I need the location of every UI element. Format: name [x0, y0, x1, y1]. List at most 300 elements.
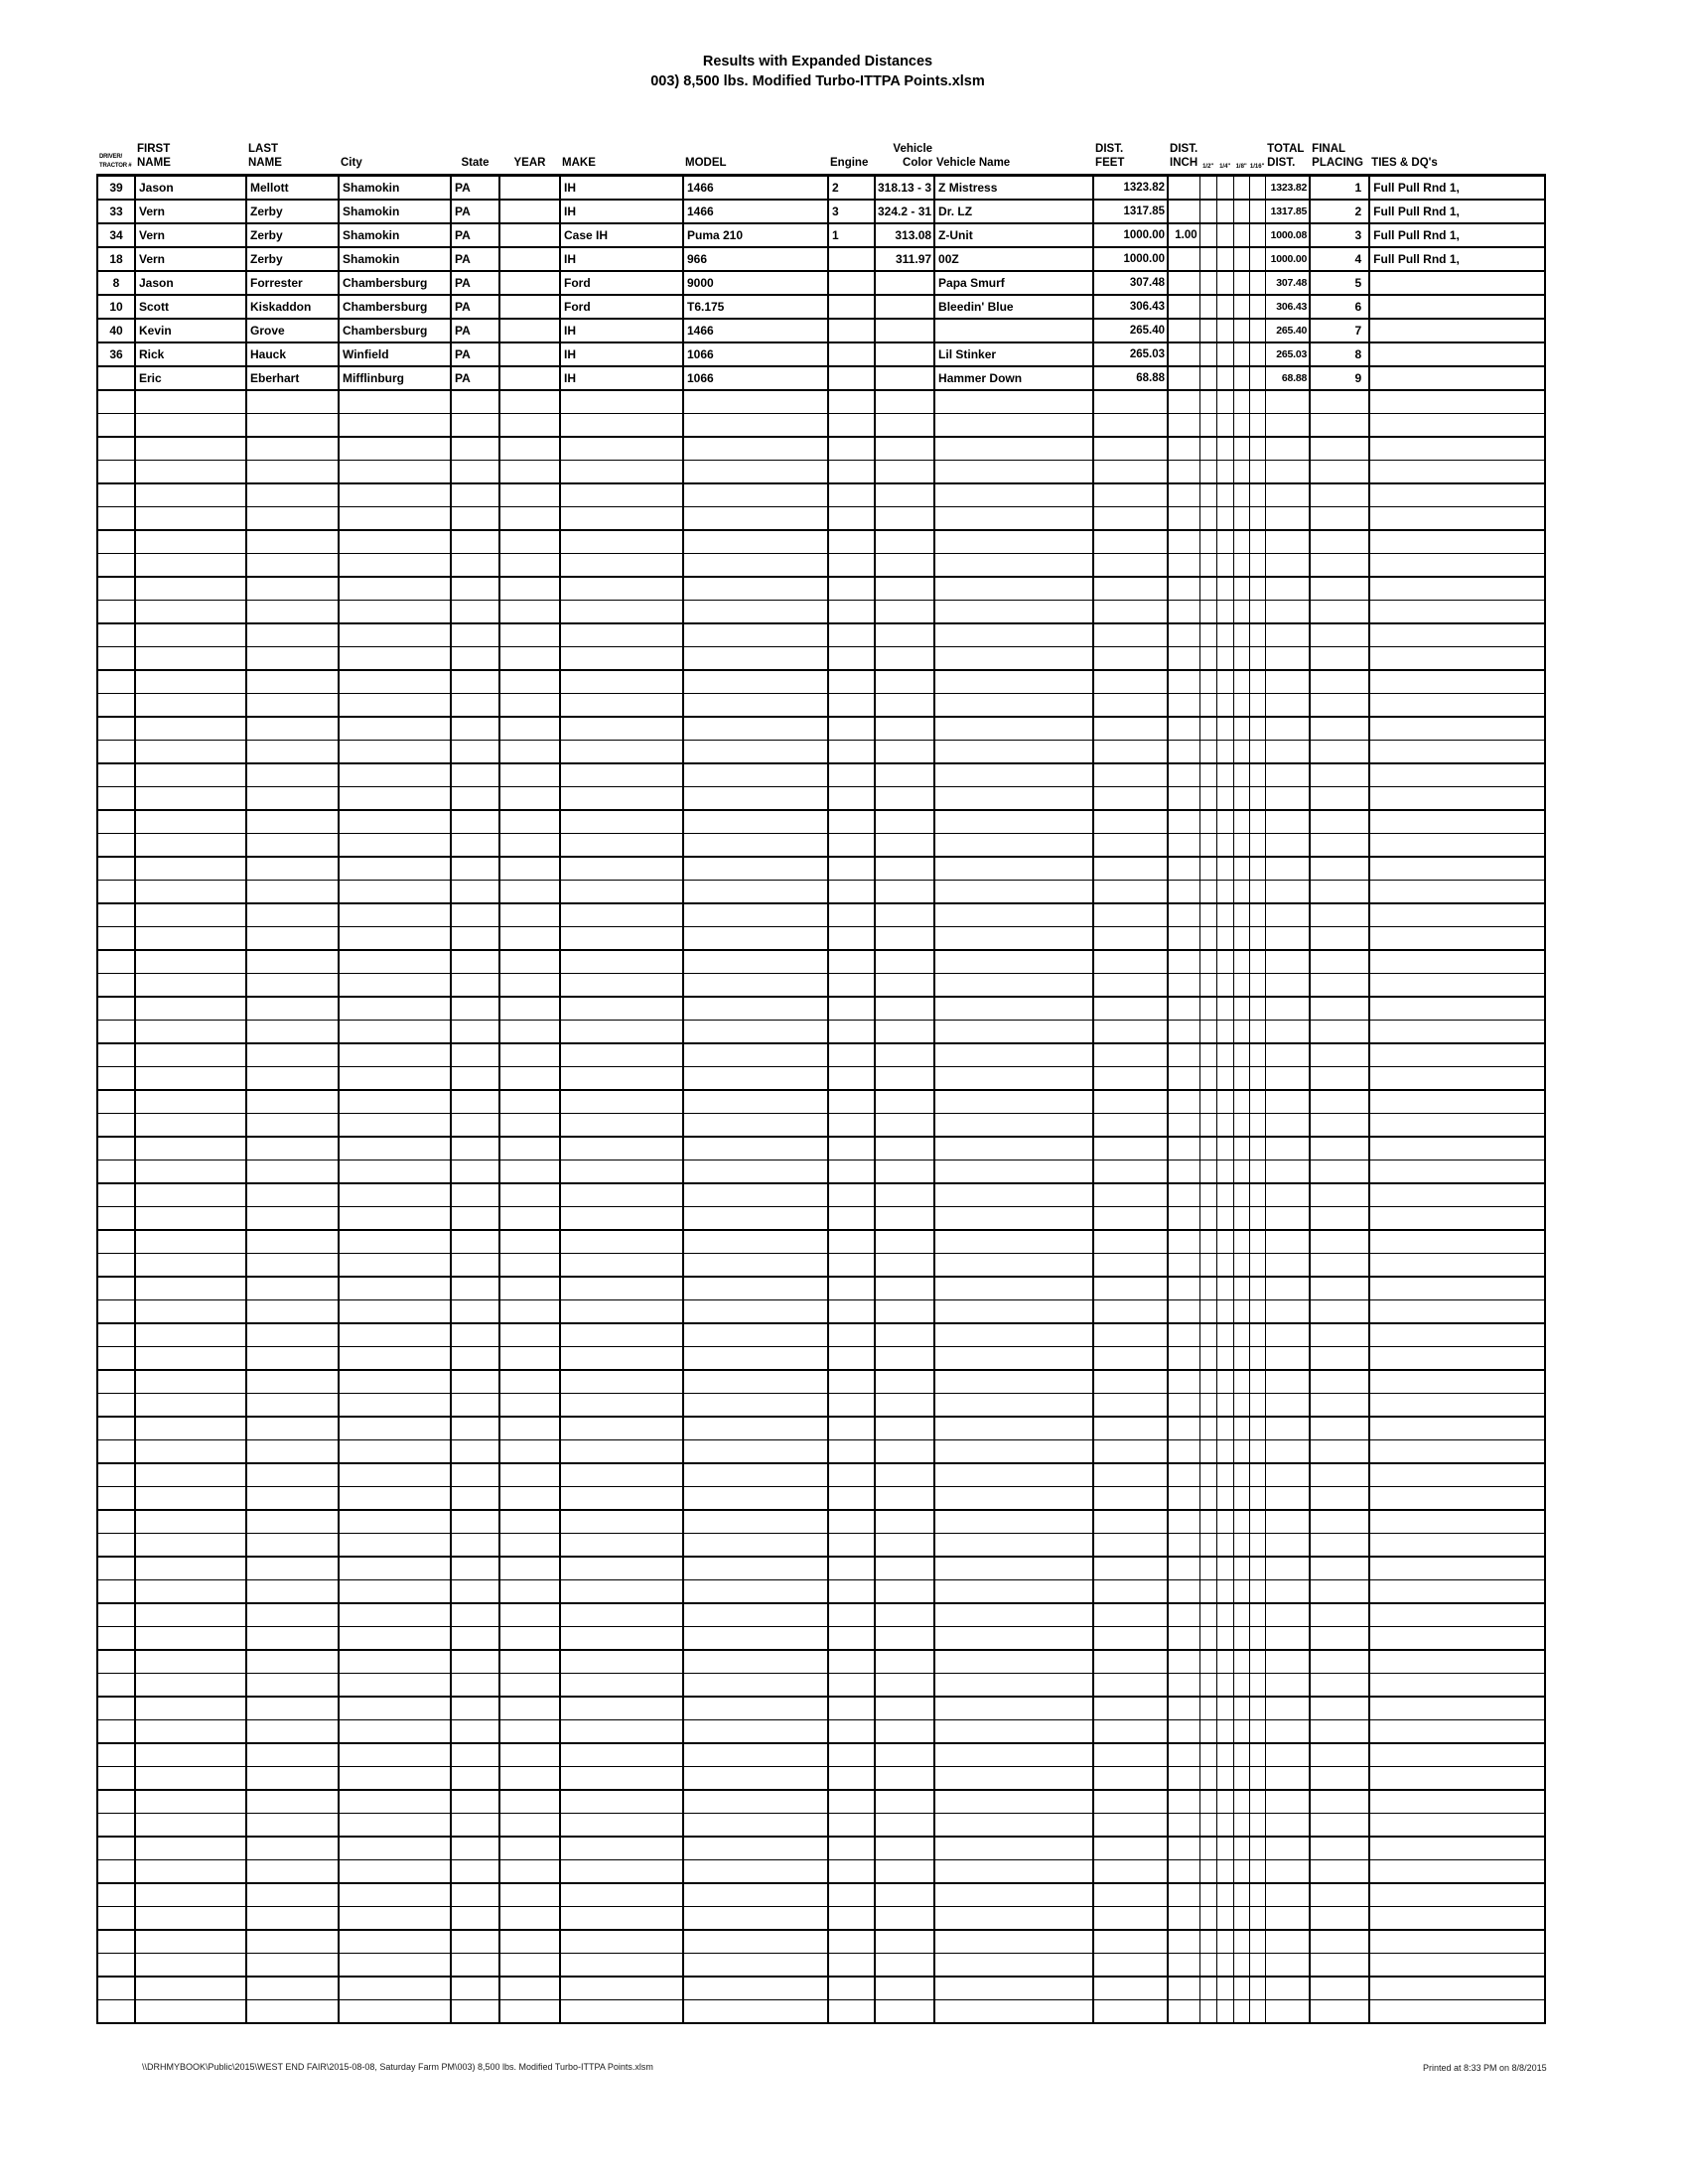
cell-color [875, 1090, 934, 1114]
cell-feet: 306.43 [1093, 295, 1168, 319]
cell-total [1265, 1627, 1310, 1651]
empty-row [97, 1790, 1545, 1814]
cell-placing [1310, 694, 1369, 718]
cell-name [934, 857, 1093, 881]
cell-city [339, 1557, 451, 1580]
cell-last [246, 1977, 339, 2000]
cell-first [135, 1137, 246, 1160]
cell-eighth [1233, 319, 1249, 342]
cell-placing [1310, 787, 1369, 811]
cell-state [451, 577, 499, 601]
cell-color [875, 1883, 934, 1907]
cell-ties: Full Pull Rnd 1, [1369, 223, 1545, 247]
cell-feet [1093, 1883, 1168, 1907]
cell-city [339, 1347, 451, 1371]
cell-city [339, 1860, 451, 1884]
cell-name [934, 1067, 1093, 1091]
cell-last [246, 414, 339, 438]
cell-make [560, 1930, 683, 1954]
cell-inch [1168, 1510, 1199, 1534]
cell-tractor [97, 483, 135, 507]
cell-make [560, 694, 683, 718]
cell-quarter [1216, 1207, 1233, 1231]
cell-name [934, 1370, 1093, 1394]
cell-ties [1369, 974, 1545, 998]
cell-total [1265, 1347, 1310, 1371]
cell-first [135, 1557, 246, 1580]
cell-name [934, 1954, 1093, 1978]
cell-eighth [1233, 461, 1249, 484]
cell-ties [1369, 1534, 1545, 1558]
cell-color [875, 1580, 934, 1604]
cell-sixteenth [1249, 1440, 1265, 1464]
cell-eighth [1233, 1977, 1249, 2000]
cell-make [560, 1837, 683, 1860]
cell-inch [1168, 1137, 1199, 1160]
header-half: 1/2" [1202, 163, 1214, 170]
cell-city [339, 950, 451, 974]
cell-total [1265, 1580, 1310, 1604]
cell-color [875, 717, 934, 741]
cell-last [246, 1183, 339, 1207]
cell-first [135, 1417, 246, 1440]
empty-row [97, 1183, 1545, 1207]
cell-state: PA [451, 247, 499, 271]
cell-tractor [97, 1837, 135, 1860]
cell-first [135, 461, 246, 484]
cell-engine [828, 247, 875, 271]
cell-engine [828, 1137, 875, 1160]
cell-engine [828, 1207, 875, 1231]
cell-first [135, 1650, 246, 1674]
cell-half [1199, 247, 1216, 271]
cell-sixteenth [1249, 366, 1265, 390]
cell-placing [1310, 554, 1369, 578]
cell-inch [1168, 834, 1199, 858]
cell-sixteenth [1249, 1814, 1265, 1838]
cell-half [1199, 1277, 1216, 1300]
empty-row [97, 1090, 1545, 1114]
cell-engine [828, 717, 875, 741]
cell-inch [1168, 1557, 1199, 1580]
cell-color [875, 1067, 934, 1091]
cell-engine [828, 437, 875, 461]
cell-ties [1369, 366, 1545, 390]
cell-name [934, 1650, 1093, 1674]
cell-ties [1369, 1790, 1545, 1814]
cell-name: Dr. LZ [934, 200, 1093, 223]
cell-eighth [1233, 1417, 1249, 1440]
empty-row [97, 483, 1545, 507]
cell-quarter [1216, 1814, 1233, 1838]
cell-eighth [1233, 1043, 1249, 1067]
cell-feet [1093, 997, 1168, 1021]
cell-name [934, 1417, 1093, 1440]
cell-sixteenth [1249, 927, 1265, 951]
cell-feet [1093, 763, 1168, 787]
cell-total [1265, 1137, 1310, 1160]
cell-total [1265, 717, 1310, 741]
cell-state [451, 1347, 499, 1371]
empty-row [97, 741, 1545, 764]
cell-engine [828, 1837, 875, 1860]
cell-year [499, 1650, 560, 1674]
cell-model [683, 1674, 828, 1698]
cell-name [934, 1930, 1093, 1954]
cell-last [246, 1440, 339, 1464]
cell-make: IH [560, 319, 683, 342]
cell-make [560, 1510, 683, 1534]
empty-row [97, 1160, 1545, 1184]
cell-first [135, 741, 246, 764]
cell-tractor [97, 507, 135, 531]
cell-first: Vern [135, 223, 246, 247]
cell-first: Vern [135, 247, 246, 271]
cell-half [1199, 903, 1216, 927]
cell-ties [1369, 763, 1545, 787]
cell-engine [828, 1814, 875, 1838]
cell-state [451, 1603, 499, 1627]
cell-inch [1168, 1860, 1199, 1884]
cell-inch [1168, 295, 1199, 319]
cell-city [339, 414, 451, 438]
cell-tractor [97, 623, 135, 647]
cell-year [499, 1790, 560, 1814]
cell-name [934, 530, 1093, 554]
cell-feet [1093, 1463, 1168, 1487]
cell-name: Z-Unit [934, 223, 1093, 247]
cell-name [934, 1697, 1093, 1720]
cell-make [560, 1814, 683, 1838]
cell-name: 00Z [934, 247, 1093, 271]
cell-total [1265, 1650, 1310, 1674]
cell-sixteenth [1249, 437, 1265, 461]
header-eighth: 1/8" [1235, 163, 1247, 170]
cell-engine [828, 1160, 875, 1184]
cell-city [339, 1323, 451, 1347]
cell-city [339, 1510, 451, 1534]
cell-state [451, 1814, 499, 1838]
cell-eighth [1233, 787, 1249, 811]
table-row [97, 247, 1545, 271]
cell-state [451, 1883, 499, 1907]
cell-state [451, 717, 499, 741]
cell-name [934, 1977, 1093, 2000]
cell-sixteenth [1249, 1043, 1265, 1067]
cell-feet [1093, 1487, 1168, 1511]
cell-year [499, 1043, 560, 1067]
cell-color [875, 1814, 934, 1838]
cell-placing [1310, 741, 1369, 764]
cell-sixteenth [1249, 1067, 1265, 1091]
cell-ties [1369, 1160, 1545, 1184]
cell-sixteenth [1249, 787, 1265, 811]
cell-half [1199, 483, 1216, 507]
cell-ties [1369, 834, 1545, 858]
cell-first [135, 787, 246, 811]
cell-quarter [1216, 461, 1233, 484]
cell-eighth [1233, 881, 1249, 904]
cell-ties [1369, 1323, 1545, 1347]
cell-first [135, 2000, 246, 2024]
cell-tractor [97, 1207, 135, 1231]
cell-year [499, 1394, 560, 1418]
cell-feet [1093, 903, 1168, 927]
cell-inch [1168, 366, 1199, 390]
cell-half [1199, 1463, 1216, 1487]
table-row [97, 223, 1545, 247]
cell-inch [1168, 950, 1199, 974]
cell-last: Grove [246, 319, 339, 342]
cell-feet [1093, 1743, 1168, 1767]
cell-model [683, 1603, 828, 1627]
cell-state [451, 414, 499, 438]
cell-inch [1168, 1720, 1199, 1744]
cell-last [246, 1580, 339, 1604]
cell-engine [828, 1627, 875, 1651]
empty-row [97, 1487, 1545, 1511]
cell-engine [828, 507, 875, 531]
cell-color [875, 1440, 934, 1464]
cell-inch [1168, 342, 1199, 366]
cell-quarter [1216, 554, 1233, 578]
cell-sixteenth [1249, 834, 1265, 858]
cell-placing [1310, 1207, 1369, 1231]
cell-model [683, 1370, 828, 1394]
cell-placing [1310, 507, 1369, 531]
cell-ties [1369, 295, 1545, 319]
cell-first [135, 1440, 246, 1464]
cell-engine [828, 1300, 875, 1324]
cell-feet [1093, 623, 1168, 647]
cell-quarter [1216, 670, 1233, 694]
cell-placing [1310, 1067, 1369, 1091]
cell-color [875, 1370, 934, 1394]
cell-inch [1168, 670, 1199, 694]
cell-half [1199, 1674, 1216, 1698]
cell-make [560, 1907, 683, 1931]
cell-model [683, 461, 828, 484]
cell-ties [1369, 1487, 1545, 1511]
cell-quarter [1216, 414, 1233, 438]
cell-quarter [1216, 1697, 1233, 1720]
cell-city [339, 857, 451, 881]
cell-last [246, 1277, 339, 1300]
cell-first [135, 694, 246, 718]
empty-row [97, 1510, 1545, 1534]
cell-ties [1369, 1277, 1545, 1300]
cell-placing [1310, 950, 1369, 974]
cell-feet [1093, 670, 1168, 694]
cell-engine [828, 1883, 875, 1907]
cell-state [451, 1440, 499, 1464]
cell-half [1199, 1183, 1216, 1207]
cell-total [1265, 530, 1310, 554]
cell-first [135, 1487, 246, 1511]
empty-row [97, 1557, 1545, 1580]
cell-year [499, 1254, 560, 1278]
header-row [97, 137, 1545, 176]
cell-quarter [1216, 1254, 1233, 1278]
cell-sixteenth [1249, 271, 1265, 295]
cell-half [1199, 1394, 1216, 1418]
header-sixteenth: 1/16" [1249, 163, 1265, 170]
cell-eighth [1233, 1790, 1249, 1814]
cell-make [560, 1977, 683, 2000]
header-ties: TIES & DQ's [1371, 157, 1438, 170]
cell-sixteenth [1249, 857, 1265, 881]
cell-engine [828, 1954, 875, 1978]
cell-sixteenth [1249, 1627, 1265, 1651]
cell-tractor: 33 [97, 200, 135, 223]
cell-color [875, 974, 934, 998]
cell-model [683, 437, 828, 461]
cell-total: 265.40 [1265, 319, 1310, 342]
cell-city [339, 1183, 451, 1207]
cell-inch [1168, 1254, 1199, 1278]
cell-state [451, 1627, 499, 1651]
header-engine: Engine [830, 157, 869, 170]
cell-sixteenth [1249, 1463, 1265, 1487]
cell-model: T6.175 [683, 295, 828, 319]
cell-inch [1168, 483, 1199, 507]
empty-row [97, 1137, 1545, 1160]
cell-tractor [97, 1650, 135, 1674]
cell-last [246, 1860, 339, 1884]
cell-model [683, 647, 828, 671]
cell-model [683, 1137, 828, 1160]
cell-total [1265, 414, 1310, 438]
cell-name [934, 810, 1093, 834]
cell-quarter [1216, 342, 1233, 366]
cell-last [246, 1837, 339, 1860]
cell-color [875, 1137, 934, 1160]
cell-last [246, 903, 339, 927]
cell-feet: 307.48 [1093, 271, 1168, 295]
cell-quarter [1216, 530, 1233, 554]
cell-half [1199, 741, 1216, 764]
cell-tractor [97, 1043, 135, 1067]
cell-eighth [1233, 1090, 1249, 1114]
cell-name [934, 577, 1093, 601]
cell-eighth [1233, 1697, 1249, 1720]
cell-year [499, 1160, 560, 1184]
cell-total [1265, 1300, 1310, 1324]
header-color: Vehicle Color [893, 143, 933, 170]
cell-make [560, 670, 683, 694]
empty-row [97, 1207, 1545, 1231]
cell-color [875, 1930, 934, 1954]
cell-name [934, 554, 1093, 578]
cell-make [560, 414, 683, 438]
cell-engine [828, 461, 875, 484]
cell-feet [1093, 647, 1168, 671]
cell-name [934, 483, 1093, 507]
cell-engine [828, 483, 875, 507]
cell-model [683, 1254, 828, 1278]
cell-placing: 1 [1310, 176, 1369, 201]
cell-placing [1310, 1370, 1369, 1394]
cell-sixteenth [1249, 1021, 1265, 1044]
cell-last [246, 1323, 339, 1347]
cell-state [451, 483, 499, 507]
cell-first [135, 763, 246, 787]
footer-printed-timestamp: Printed at 8:33 PM on 8/8/2015 [1423, 2063, 1547, 2073]
cell-ties [1369, 1137, 1545, 1160]
cell-tractor [97, 1977, 135, 2000]
cell-engine [828, 1440, 875, 1464]
cell-state [451, 1650, 499, 1674]
cell-engine [828, 857, 875, 881]
cell-city [339, 1767, 451, 1791]
cell-last [246, 1883, 339, 1907]
header-state: State [461, 157, 490, 170]
cell-ties [1369, 857, 1545, 881]
empty-row [97, 670, 1545, 694]
cell-tractor [97, 1603, 135, 1627]
cell-city [339, 834, 451, 858]
cell-engine [828, 1043, 875, 1067]
cell-total [1265, 1277, 1310, 1300]
cell-city: Mifflinburg [339, 366, 451, 390]
cell-placing [1310, 1394, 1369, 1418]
cell-make [560, 1954, 683, 1978]
cell-color [875, 1767, 934, 1791]
empty-row [97, 834, 1545, 858]
cell-eighth [1233, 390, 1249, 414]
cell-tractor [97, 1814, 135, 1838]
cell-city [339, 1417, 451, 1440]
cell-tractor [97, 577, 135, 601]
cell-name [934, 1300, 1093, 1324]
cell-eighth [1233, 554, 1249, 578]
cell-name [934, 1137, 1093, 1160]
cell-eighth [1233, 810, 1249, 834]
cell-make [560, 787, 683, 811]
cell-quarter [1216, 1977, 1233, 2000]
cell-tractor [97, 461, 135, 484]
cell-make [560, 763, 683, 787]
cell-quarter [1216, 247, 1233, 271]
cell-ties [1369, 1720, 1545, 1744]
cell-engine [828, 366, 875, 390]
cell-half [1199, 810, 1216, 834]
cell-first [135, 1021, 246, 1044]
cell-last [246, 1697, 339, 1720]
cell-sixteenth [1249, 1277, 1265, 1300]
cell-model [683, 1767, 828, 1791]
cell-name: Hammer Down [934, 366, 1093, 390]
cell-first [135, 437, 246, 461]
cell-feet [1093, 577, 1168, 601]
cell-tractor [97, 1323, 135, 1347]
cell-quarter [1216, 903, 1233, 927]
cell-sixteenth [1249, 1510, 1265, 1534]
cell-last [246, 483, 339, 507]
cell-feet [1093, 1767, 1168, 1791]
cell-name [934, 1323, 1093, 1347]
cell-model [683, 1930, 828, 1954]
cell-color [875, 1160, 934, 1184]
cell-quarter [1216, 1674, 1233, 1698]
cell-inch [1168, 623, 1199, 647]
cell-feet [1093, 881, 1168, 904]
cell-name [934, 1603, 1093, 1627]
cell-quarter [1216, 1323, 1233, 1347]
cell-tractor [97, 997, 135, 1021]
cell-year [499, 247, 560, 271]
cell-half [1199, 577, 1216, 601]
